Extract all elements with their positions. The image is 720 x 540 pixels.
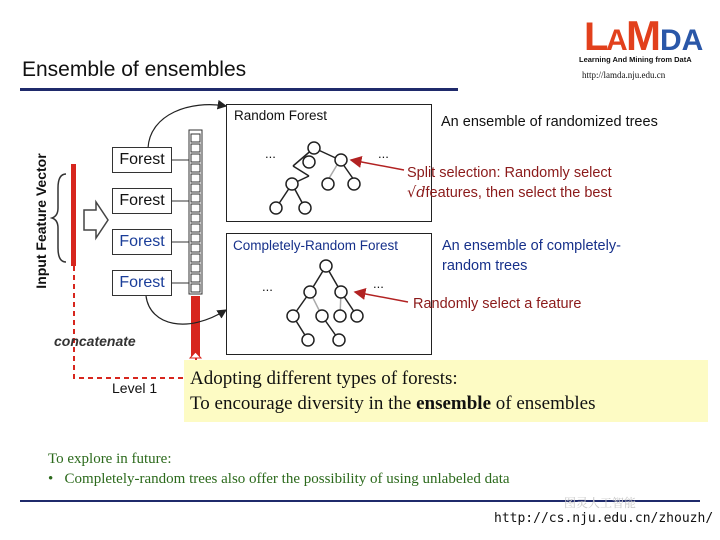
split-selection-line2-text: features, then select the best [425, 185, 612, 201]
key-message-suffix: of ensembles [491, 393, 596, 414]
forest-box-3: Forest [112, 229, 172, 255]
rf-ellipsis-left: ... [265, 146, 276, 161]
split-selection-line1: Split selection: Randomly select [407, 165, 612, 181]
hollow-arrow-icon [84, 202, 108, 238]
key-message-line2 [190, 393, 596, 415]
crf-ellipsis-left: ... [262, 279, 273, 294]
input-vector-bar [71, 164, 76, 266]
logo-url: http://lamda.nju.edu.cn [582, 70, 666, 80]
future-bullet-text: Completely-random trees also offer the possibility of using unlabeled data [64, 471, 510, 487]
footer-url: http://cs.nju.edu.cn/zhouzh/ [494, 511, 714, 526]
forest-box-4: Forest [112, 270, 172, 296]
svg-text:M: M [626, 12, 661, 59]
bullet-icon: • [48, 471, 65, 487]
future-bullet [48, 471, 510, 488]
brace [52, 174, 66, 262]
future-heading: To explore in future: [48, 451, 172, 467]
page-title: Ensemble of ensembles [22, 58, 247, 81]
svg-text:DA: DA [660, 24, 704, 57]
split-selection-line2 [407, 183, 612, 203]
crf-description-line2: random trees [442, 258, 528, 274]
svg-text:A: A [606, 24, 628, 57]
forest-box-1: Forest [112, 147, 172, 173]
random-feature-annotation: Randomly select a feature [413, 296, 582, 312]
svg-text:L: L [584, 15, 609, 59]
watermark: 图灵人工智能 [564, 496, 637, 510]
concatenate-label: concatenate [54, 333, 136, 349]
crf-ellipsis-right: ... [373, 276, 384, 291]
completely-random-forest-title: Completely-Random Forest [233, 238, 399, 253]
curve-arrow-top [148, 105, 226, 148]
logo-tagline: Learning And Mining from DatA [579, 55, 692, 64]
forest-box-2: Forest [112, 188, 172, 214]
sqrt-d-symbol: √d [407, 185, 426, 201]
title-underline [20, 88, 458, 91]
random-forest-description: An ensemble of randomized trees [441, 114, 658, 130]
rf-ellipsis-right: ... [378, 146, 389, 161]
crf-description-line1: An ensemble of completely- [442, 238, 621, 254]
random-forest-title: Random Forest [234, 108, 328, 123]
level-label: Level 1 [112, 380, 158, 396]
key-message-line1: Adopting different types of forests: [190, 368, 458, 389]
input-feature-vector-label: Input Feature Vector [33, 153, 49, 289]
curve-arrow-bottom [146, 296, 226, 324]
key-message-prefix: To encourage diversity in the [190, 393, 417, 414]
key-message-bold: ensemble [416, 393, 492, 414]
